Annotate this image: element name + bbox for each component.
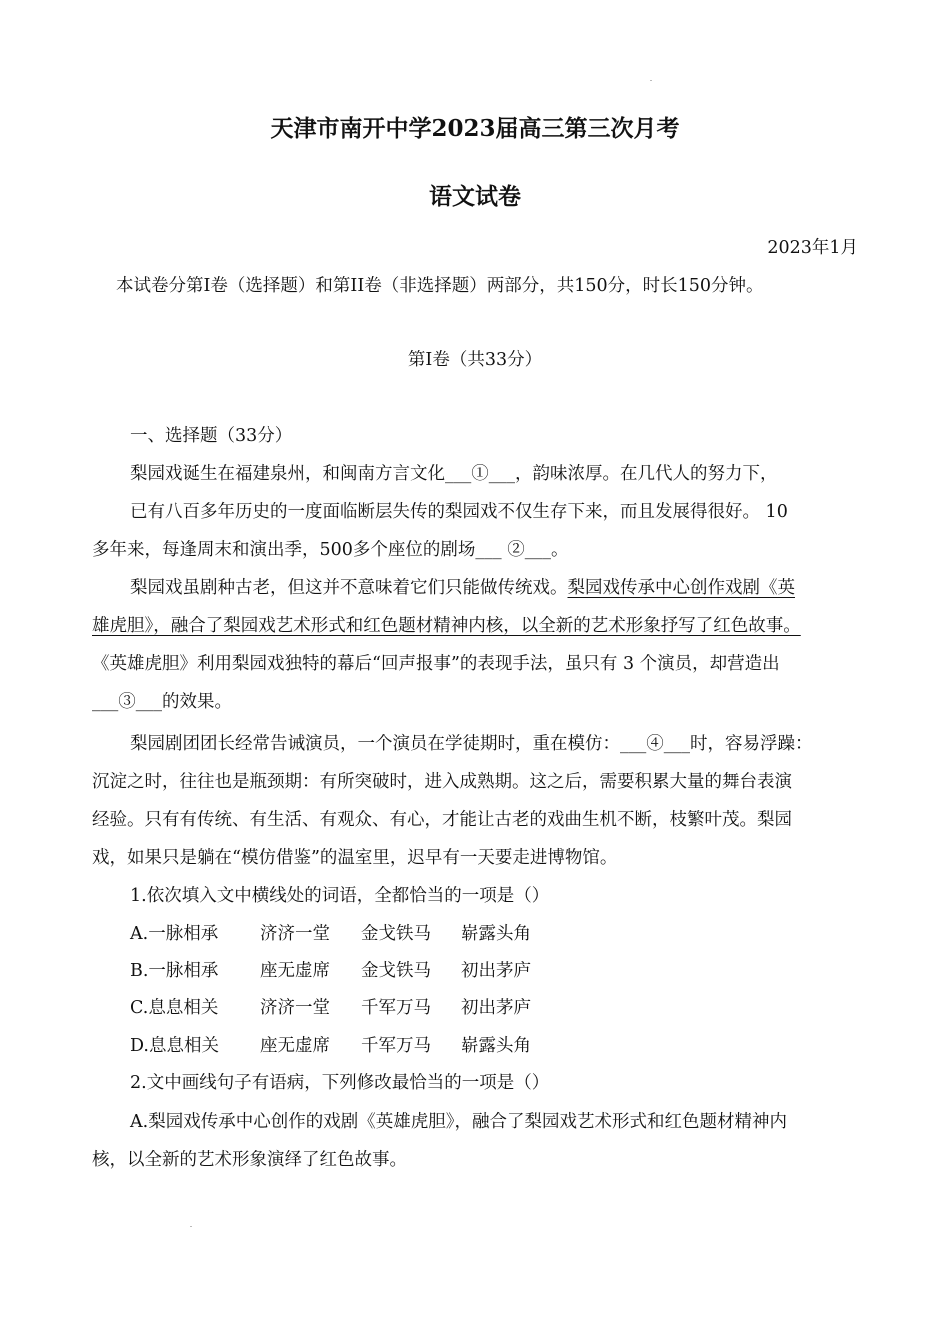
- passage-line: 经验。只有有传统、有生活、有观众、有心，才能让古老的戏曲生机不断，枝繁叶茂。梨园: [92, 810, 792, 830]
- q1-option-c: [130, 996, 531, 1020]
- option-word: 济济一堂: [260, 924, 330, 944]
- scan-speck: [650, 80, 652, 81]
- underlined-sentence: 雄虎胆》，融合了梨园戏艺术形式和红色题材精神内核，以全新的艺术形象抒写了红色故事。: [92, 616, 801, 636]
- underlined-sentence: 梨园戏传承中心创作戏剧《英: [567, 578, 795, 598]
- q1-option-b: [130, 959, 531, 983]
- option-word: 崭露头角: [461, 1036, 531, 1056]
- passage-line: 《英雄虎胆》利用梨园戏独特的幕后“回声报事”的表现手法，虽只有 3 个演员，却营造出: [92, 654, 780, 674]
- option-label: D.息息相关: [130, 1036, 219, 1056]
- question-2-stem: 2.文中画线句子有语病，下列修改最恰当的一项是（）: [130, 1073, 550, 1093]
- passage-line: 沉淀之时，往往也是瓶颈期：有所突破时，进入成熟期。这之后，需要积累大量的舞台表演: [92, 772, 792, 792]
- passage-line: [130, 576, 795, 600]
- option-word: 崭露头角: [461, 924, 531, 944]
- question-1-stem: 1.依次填入文中横线处的词语，全都恰当的一项是（）: [130, 886, 550, 906]
- exam-title: 天津市南开中学2023届高三第三次月考: [270, 115, 680, 142]
- option-word: 座无虚席: [260, 1036, 330, 1056]
- q1-option-a: [130, 922, 531, 946]
- option-word: 济济一堂: [260, 998, 330, 1018]
- option-label: C.息息相关: [130, 998, 219, 1018]
- option-word: 初出茅庐: [461, 998, 531, 1018]
- part-title: 一、选择题（33分）: [130, 426, 293, 446]
- passage-line: 多年来，每逢周末和演出季，500多个座位的剧场___ ②___。: [92, 540, 569, 560]
- scan-speck: [190, 1226, 192, 1227]
- option-label: B.一脉相承: [130, 961, 219, 981]
- option-word: 金戈铁马: [361, 924, 431, 944]
- option-label: A.一脉相承: [130, 924, 219, 944]
- passage-line: 已有八百多年历史的一度面临断层失传的梨园戏不仅生存下来，而且发展得很好。 10: [130, 502, 788, 522]
- subject-title: 语文试卷: [429, 183, 521, 210]
- passage-text: 梨园戏虽剧种古老，但这并不意味着它们只能做传统戏。: [130, 578, 568, 598]
- exam-date: 2023年1月: [767, 238, 858, 258]
- option-word: 千军万马: [361, 1036, 431, 1056]
- q2-option-a: A.梨园戏传承中心创作的戏剧《英雄虎胆》，融合了梨园戏艺术形式和红色题材精神内: [130, 1112, 787, 1132]
- volume-title: 第I卷（共33分）: [407, 350, 543, 370]
- option-word: 座无虚席: [260, 961, 330, 981]
- intro-text: 本试卷分第I卷（选择题）和第II卷（非选择题）两部分，共150分，时长150分钟。: [116, 276, 764, 296]
- passage-line: 梨园剧团团长经常告诫演员，一个演员在学徒期时，重在模仿：___④___时，容易浮躁：: [130, 734, 813, 754]
- option-word: 千军万马: [361, 998, 431, 1018]
- q2-option-a-cont: 核，以全新的艺术形象演绎了红色故事。: [92, 1150, 407, 1170]
- option-word: 金戈铁马: [361, 961, 431, 981]
- option-word: 初出茅庐: [461, 961, 531, 981]
- passage-line: 梨园戏诞生在福建泉州，和闽南方言文化___①___，韵味浓厚。在几代人的努力下，: [130, 464, 778, 484]
- passage-line: 戏，如果只是躺在“模仿借鉴”的温室里，迟早有一天要走进博物馆。: [92, 848, 618, 868]
- passage-line: ___③___的效果。: [92, 692, 232, 712]
- q1-option-d: [130, 1034, 531, 1058]
